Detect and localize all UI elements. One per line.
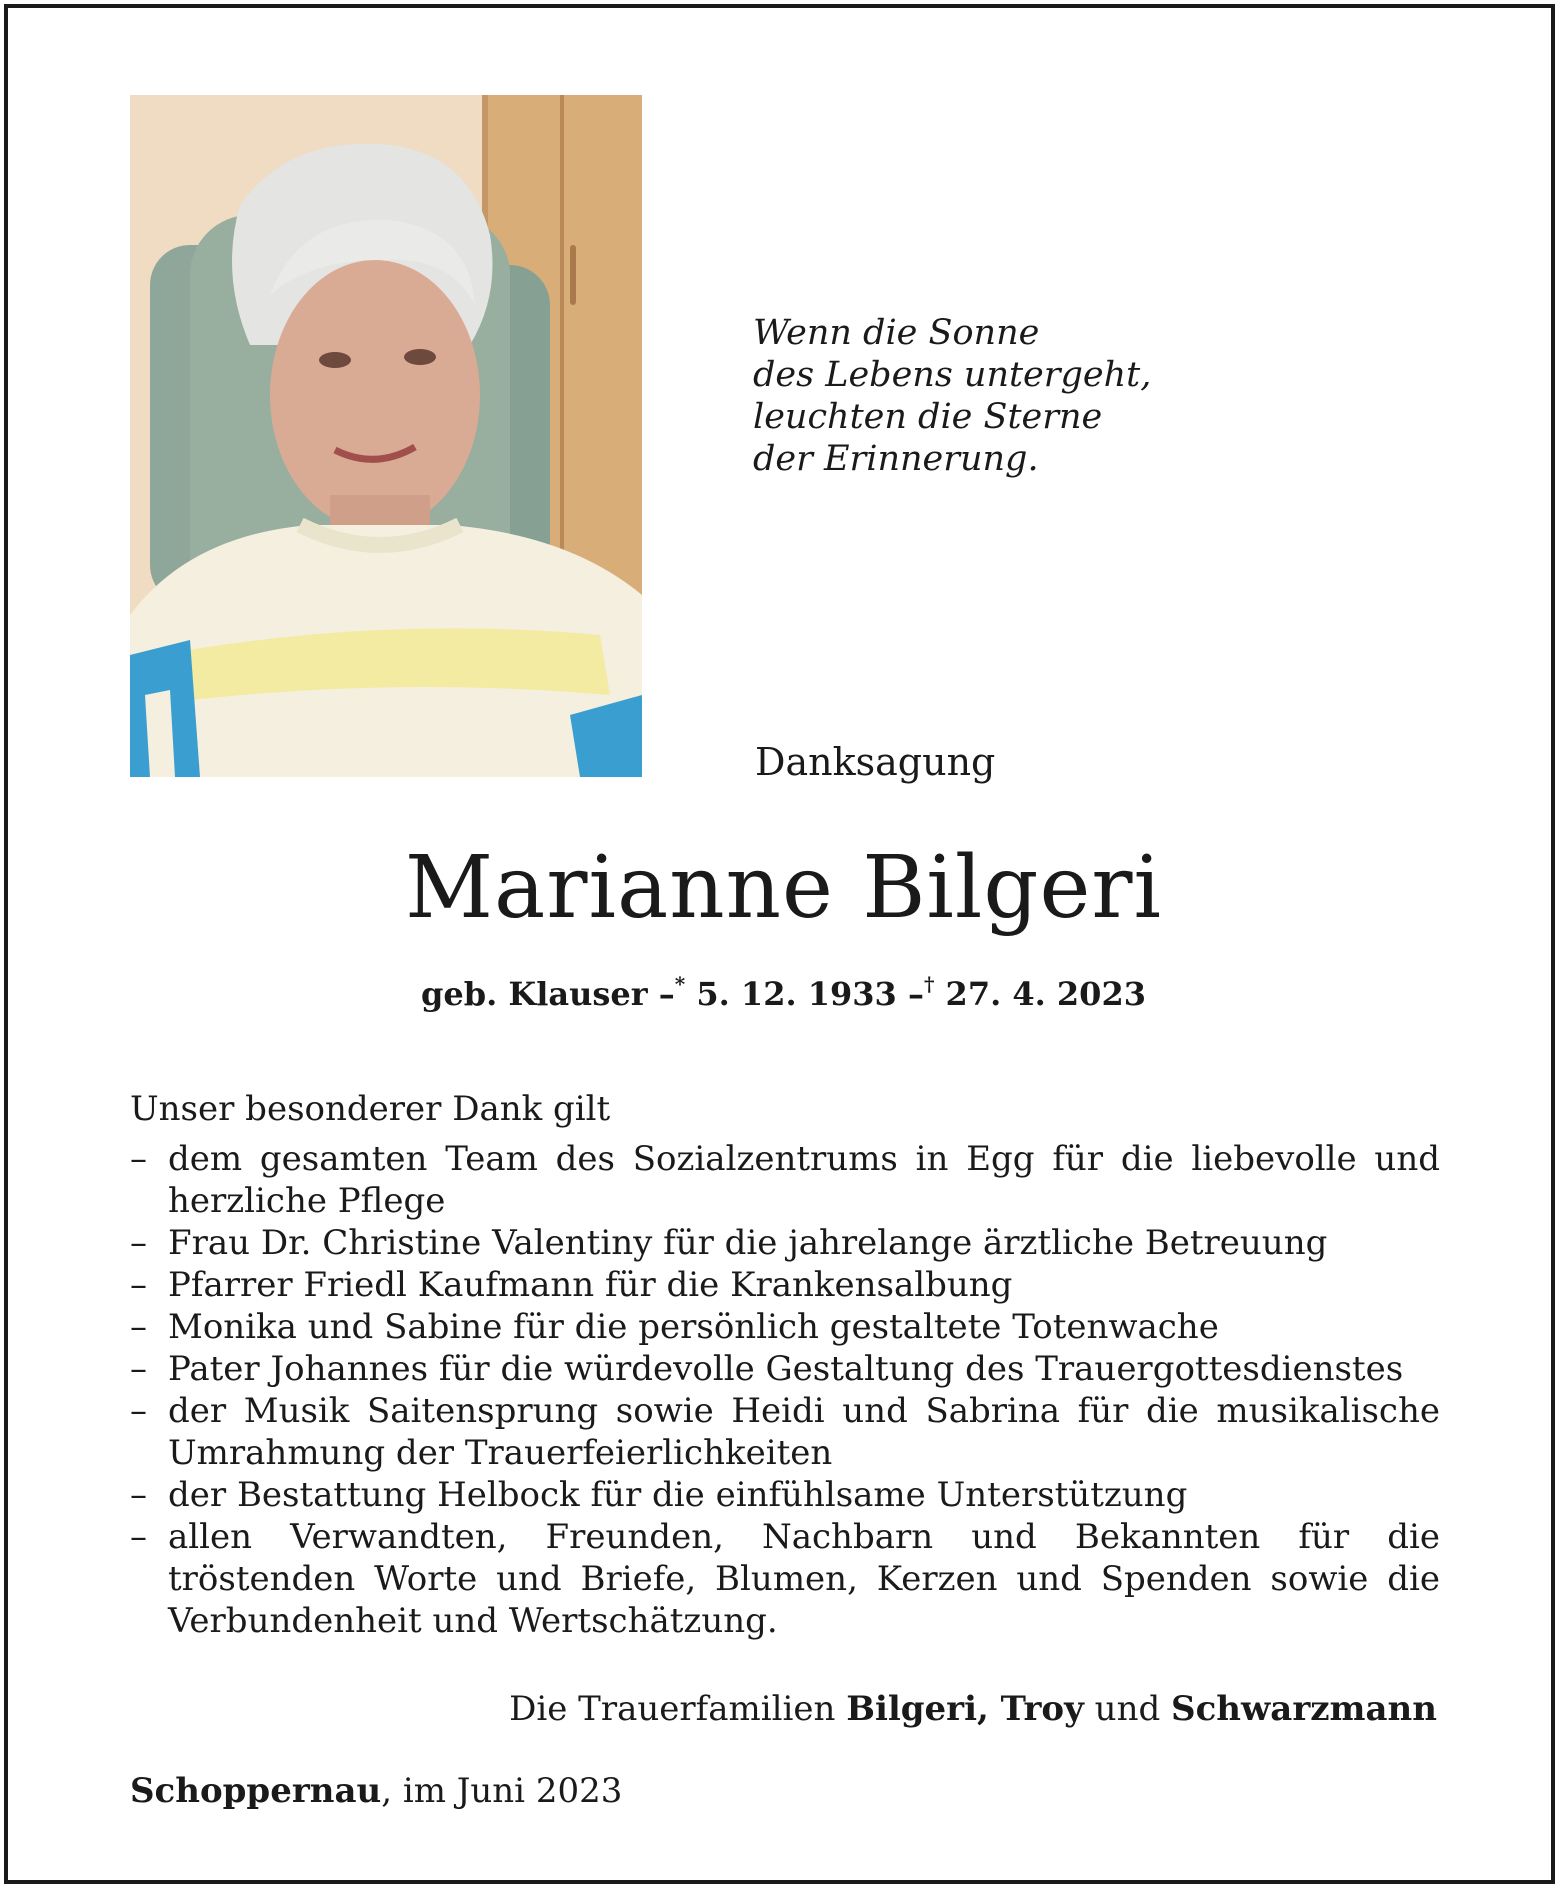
list-item-text: Frau Dr. Christine Valentiny für die jahrelange ärztliche Betreuung [168,1223,1328,1263]
quote-line: Wenn die Sonne [753,313,1040,353]
list-item-text: der Musik Saitensprung sowie Heidi und Sabrina für die musikalische Umrahmung der Trauerfeierlichkeiten [168,1391,1440,1473]
memorial-quote [753,312,1151,480]
list-item [130,1348,1440,1390]
list-item-text: allen Verwandten, Freunden, Nachbarn und Bekannten für die tröstenden Worte und Briefe, Blumen, Kerzen und Spenden sowie die Verbundenheit und Wertschätzung. [168,1517,1440,1641]
quote-line: der Erinnerung. [753,439,1039,479]
separator: – [658,975,675,1013]
list-item-text: Pater Johannes für die würdevolle Gestaltung des Trauergottesdienstes [168,1349,1404,1389]
bullet-dash: – [130,1349,147,1389]
family-signature [509,1688,1437,1730]
list-item [130,1516,1440,1642]
birth-name: geb. Klauser [421,975,648,1013]
thanks-intro: Unser besonderer Dank gilt [130,1089,611,1129]
quote-line: des Lebens untergeht, [753,355,1152,395]
bullet-dash: – [130,1265,147,1305]
thanks-list [130,1138,1440,1642]
quote-line: leuchten die Sterne [753,397,1103,437]
list-item-text: Monika und Sabine für die persönlich gestaltete Totenwache [168,1307,1219,1347]
portrait-photo-icon [130,95,642,777]
list-item [130,1390,1440,1474]
place-town: Schoppernau [130,1771,382,1811]
bullet-dash: – [130,1475,147,1515]
life-dates [0,962,1567,1016]
bullet-dash: – [130,1517,147,1557]
signature-joiner: und [1094,1689,1161,1729]
place-date-text: , im Juni 2023 [381,1771,623,1811]
list-item [130,1138,1440,1222]
list-item [130,1474,1440,1516]
death-symbol: † [923,972,935,996]
bullet-dash: – [130,1307,147,1347]
family-name: Schwarzmann [1171,1689,1437,1729]
family-names: Bilgeri, Troy [846,1689,1084,1729]
place-date [130,1770,622,1812]
list-item [130,1264,1440,1306]
bullet-dash: – [130,1391,147,1431]
list-item-text: dem gesamten Team des Sozialzentrums in Egg für die liebevolle und herzliche Pflege [168,1139,1440,1221]
bullet-dash: – [130,1223,147,1263]
list-item-text: Pfarrer Friedl Kaufmann für die Krankensalbung [168,1265,1013,1305]
signature-prefix: Die Trauerfamilien [509,1689,836,1729]
portrait-photo [130,95,642,777]
list-item [130,1306,1440,1348]
deceased-name: Marianne Bilgeri [405,838,1162,938]
separator: – [907,975,924,1013]
heading-danksagung: Danksagung [755,740,996,784]
bullet-dash: – [130,1139,147,1179]
list-item-text: der Bestattung Helbock für die einfühlsame Unterstützung [168,1475,1188,1515]
birth-symbol: * [674,972,686,996]
death-date: 27. 4. 2023 [945,975,1146,1013]
birth-date: 5. 12. 1933 [696,975,897,1013]
list-item [130,1222,1440,1264]
